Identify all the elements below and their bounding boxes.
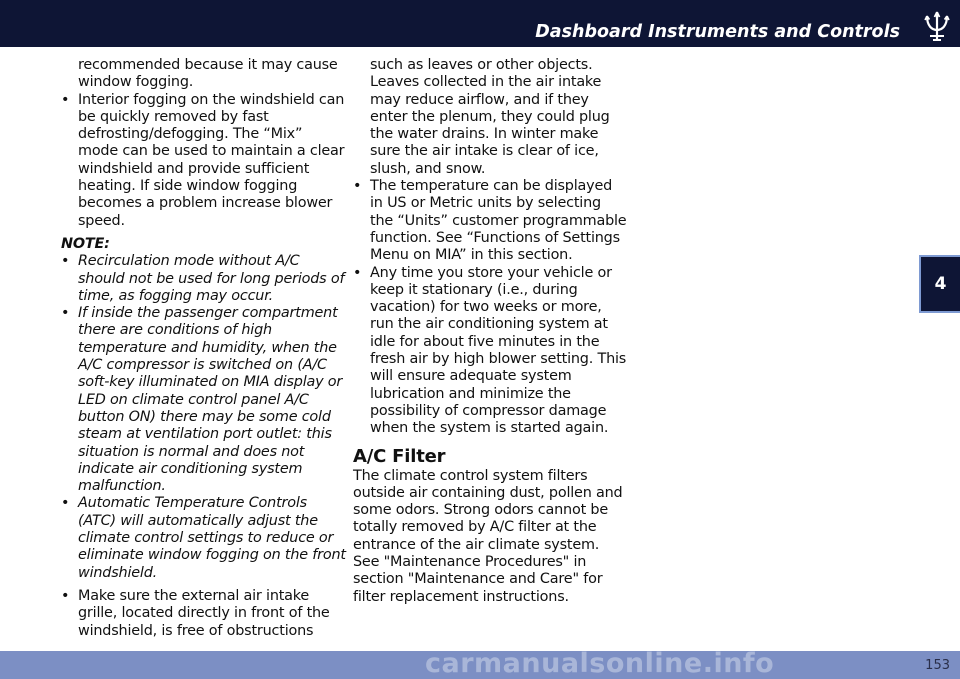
page-number: 153 xyxy=(925,658,950,673)
bullet-vehicle-storage: • Any time you store your vehicle or keep it stationary (i.e., during vacation) for two weeks or more, run the air conditioning system at idle for about five minutes in the fresh air by high blower setting. This will ensure adequate system lubrication and minimize the possibility of compressor damage when the system is started again. xyxy=(353,265,628,438)
bullet-temperature-units: • The temperature can be displayed in US or Metric units by selecting the “Units” customer programmable function. See “Functions of Settings Menu on MIA” in this section. xyxy=(353,178,628,264)
header-title: Dashboard Instruments and Controls xyxy=(535,22,900,42)
continued-paragraph: recommended because it may cause window fogging. xyxy=(78,57,338,91)
section-title: A/C Filter xyxy=(353,445,446,467)
continued-paragraph: such as leaves or other objects. Leaves collected in the air intake may reduce airflow, and if they enter the plenum, they could plug the water drains. In winter make sure the air intake is clear of ice, slush, and snow. xyxy=(370,57,610,177)
note-label: NOTE: xyxy=(61,235,110,252)
left-column xyxy=(61,57,346,640)
note-item-atc: • Automatic Temperature Controls (ATC) will automatically adjust the climate control settings to reduce or eliminate window fogging on the front windshield. xyxy=(61,495,346,581)
page-header xyxy=(0,0,960,47)
right-column xyxy=(353,57,628,606)
chapter-tab[interactable] xyxy=(919,255,960,313)
note-item-humidity: • If inside the passenger compartment there are conditions of high temperature and humidity, when the A/C compressor is switched on (A/C soft-key illuminated on MIA display or LED on climate control panel A/C button ON) there may be some cold steam at ventilation port outlet: this situation is normal and does not indicate air conditioning system malfunction. xyxy=(61,305,346,495)
chapter-number: 4 xyxy=(934,274,947,294)
trident-logo xyxy=(922,10,952,44)
bullet-air-intake: • Make sure the external air intake grille, located directly in front of the windshield, is free of obstructions xyxy=(61,588,346,640)
watermark: carmanualsonline.info xyxy=(425,648,775,679)
section-body: The climate control system filters outside air containing dust, pollen and some odors. Strong odors cannot be totally removed by A/C filter at the entrance of the air climate system. See "Maintenance Procedures" in section "Maintenance and Care" for filter replacement instructions. xyxy=(353,467,623,605)
bullet-interior-fogging: • Interior fogging on the windshield can be quickly removed by fast defrosting/defogging. The “Mix” mode can be used to maintain a clear windshield and provide sufficient heating. If side window fogging becomes a problem increase blower speed. xyxy=(61,92,346,230)
note-item-recirculation: • Recirculation mode without A/C should not be used for long periods of time, as fogging may occur. xyxy=(61,253,346,305)
